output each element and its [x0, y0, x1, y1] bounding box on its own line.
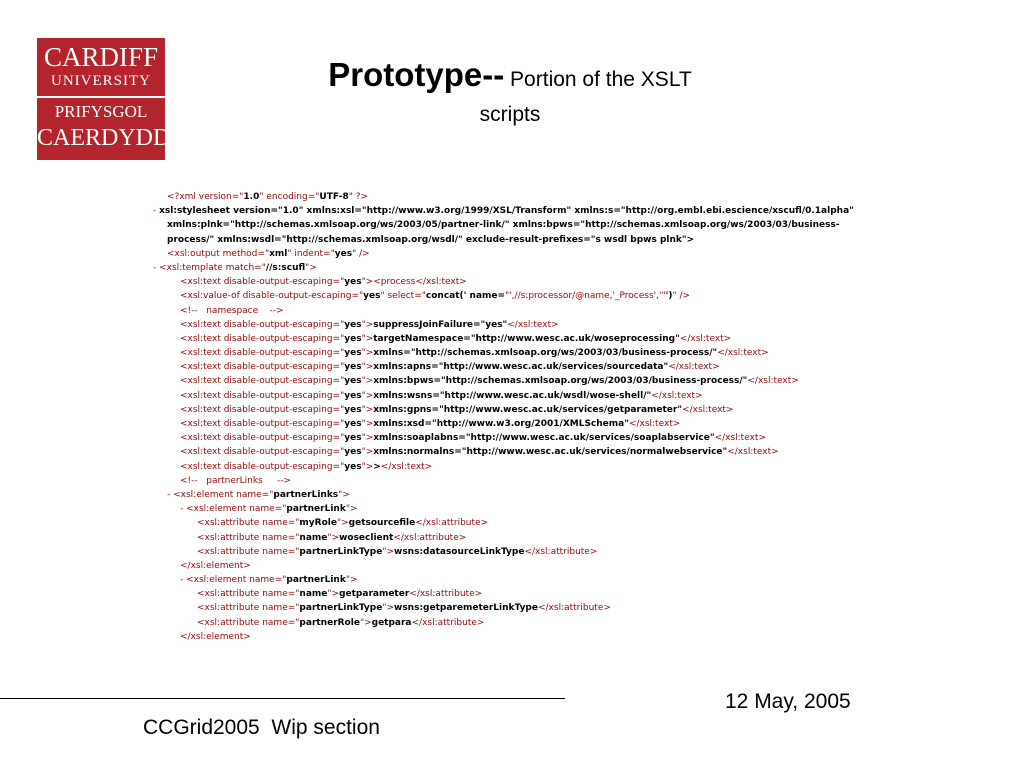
code-line: <xsl:text disable-output-escaping="yes">xmlns:apns="http://www.wesc.ac.uk/services/sourcedata"</xsl:text> [180, 362, 720, 373]
cardiff-university-logo [37, 38, 171, 160]
xslt-code-listing [153, 190, 873, 651]
logo-line-cardiff: CARDIFF [43, 42, 159, 72]
code-line: <xsl:text disable-output-escaping="yes">xmlns="http://schemas.xmlsoap.org/ws/2003/03/business-process/"</xsl:text> [180, 348, 769, 359]
code-line: <xsl:attribute name="partnerRole">getpara</xsl:attribute> [197, 617, 485, 628]
code-line: xmlns:plnk="http://schemas.xmlsoap.org/ws/2003/05/partner-link/" xmlns:bpws="http://schemas.xmlsoap.org/ws/2003/03/business- [167, 220, 840, 231]
code-line: <xsl:attribute name="partnerLinkType">wsns:datasourceLinkType</xsl:attribute> [197, 546, 598, 557]
code-line: <xsl:text disable-output-escaping="yes"><process</xsl:text> [180, 277, 467, 288]
code-line: - xsl:stylesheet version="1.0" xmlns:xsl="http://www.w3.org/1999/XSL/Transform" xmlns:s="http://org.embl.ebi.escience/xscufl/0.1alpha" [153, 206, 854, 217]
footer-conference: CCGrid2005 Wip section [143, 716, 380, 739]
code-line: <xsl:text disable-output-escaping="yes">suppressJoinFailure="yes"</xsl:text> [180, 319, 559, 330]
code-line: </xsl:element> [180, 631, 251, 642]
code-line: - <xsl:template match="//s:scufl"> [153, 262, 317, 273]
logo-divider [37, 96, 165, 98]
code-line: <xsl:attribute name="name">getparameter</xsl:attribute> [197, 589, 483, 600]
code-line: <xsl:text disable-output-escaping="yes">xmlns:normalns="http://www.wesc.ac.uk/services/normalwebservice"</xsl:text> [180, 447, 779, 458]
code-line: <xsl:text disable-output-escaping="yes">></xsl:text> [180, 461, 433, 472]
code-line: - <xsl:element name="partnerLink"> [180, 575, 358, 586]
code-line: process/" xmlns:wsdl="http://schemas.xmlsoap.org/wsdl/" exclude-result-prefixes="s wsdl bpws plnk"> [167, 234, 695, 245]
code-line: <xsl:text disable-output-escaping="yes">xmlns:wsns="http://www.wesc.ac.uk/wsdl/wose-shell/"</xsl:text> [180, 390, 703, 401]
title-sub-line2: scripts [479, 103, 541, 126]
code-line: <xsl:attribute name="name">woseclient</xsl:attribute> [197, 532, 467, 543]
code-line: <xsl:text disable-output-escaping="yes">xmlns:bpws="http://schemas.xmlsoap.org/ws/2003/03/business-process/"</xsl:text> [180, 376, 799, 387]
code-line: <xsl:attribute name="myRole">getsourcefile</xsl:attribute> [197, 518, 489, 529]
logo-line-university: UNIVERSITY [51, 73, 151, 89]
footer-divider [0, 698, 565, 699]
code-line: <xsl:text disable-output-escaping="yes">xmlns:xsd="http://www.w3.org/2001/XMLSchema"</xsl:text> [180, 419, 681, 429]
code-line: <!-- partnerLinks --> [180, 475, 292, 486]
logo-line-prifysgol: PRIFYSGOL [54, 102, 148, 121]
logo-line-caerdydd: CAERDYDD [37, 125, 171, 151]
code-line: <xsl:attribute name="partnerLinkType">wsns:getparemeterLinkType</xsl:attribute> [197, 603, 611, 614]
code-line: <?xml version="1.0" encoding="UTF-8" ?> [167, 192, 369, 202]
title-main: Prototype-- [328, 56, 505, 93]
code-line: </xsl:element> [180, 560, 251, 571]
code-line: <xsl:value-of disable-output-escaping="yes" select="concat(' name="',//s:processor/@name,'_Process','"')" /> [180, 291, 691, 302]
code-line: <xsl:output method="xml" indent="yes" /> [167, 248, 370, 259]
code-line: <xsl:text disable-output-escaping="yes">xmlns:gpns="http://www.wesc.ac.uk/services/getparameter"</xsl:text> [180, 404, 734, 415]
footer-date: 12 May, 2005 [725, 690, 851, 713]
code-line: - <xsl:element name="partnerLink"> [180, 504, 358, 515]
code-line: <xsl:text disable-output-escaping="yes">targetNamespace="http://www.wesc.ac.uk/woseprocessing"</xsl:text> [180, 333, 732, 344]
code-line: - <xsl:element name="partnerLinks"> [167, 489, 350, 500]
code-line: <!-- namespace --> [180, 305, 284, 316]
slide-title [180, 55, 840, 102]
title-sub: Portion of the XSLT [504, 68, 692, 91]
code-line: <xsl:text disable-output-escaping="yes">xmlns:soaplabns="http://www.wesc.ac.uk/services/soaplabservice"</xsl:text> [180, 433, 766, 444]
